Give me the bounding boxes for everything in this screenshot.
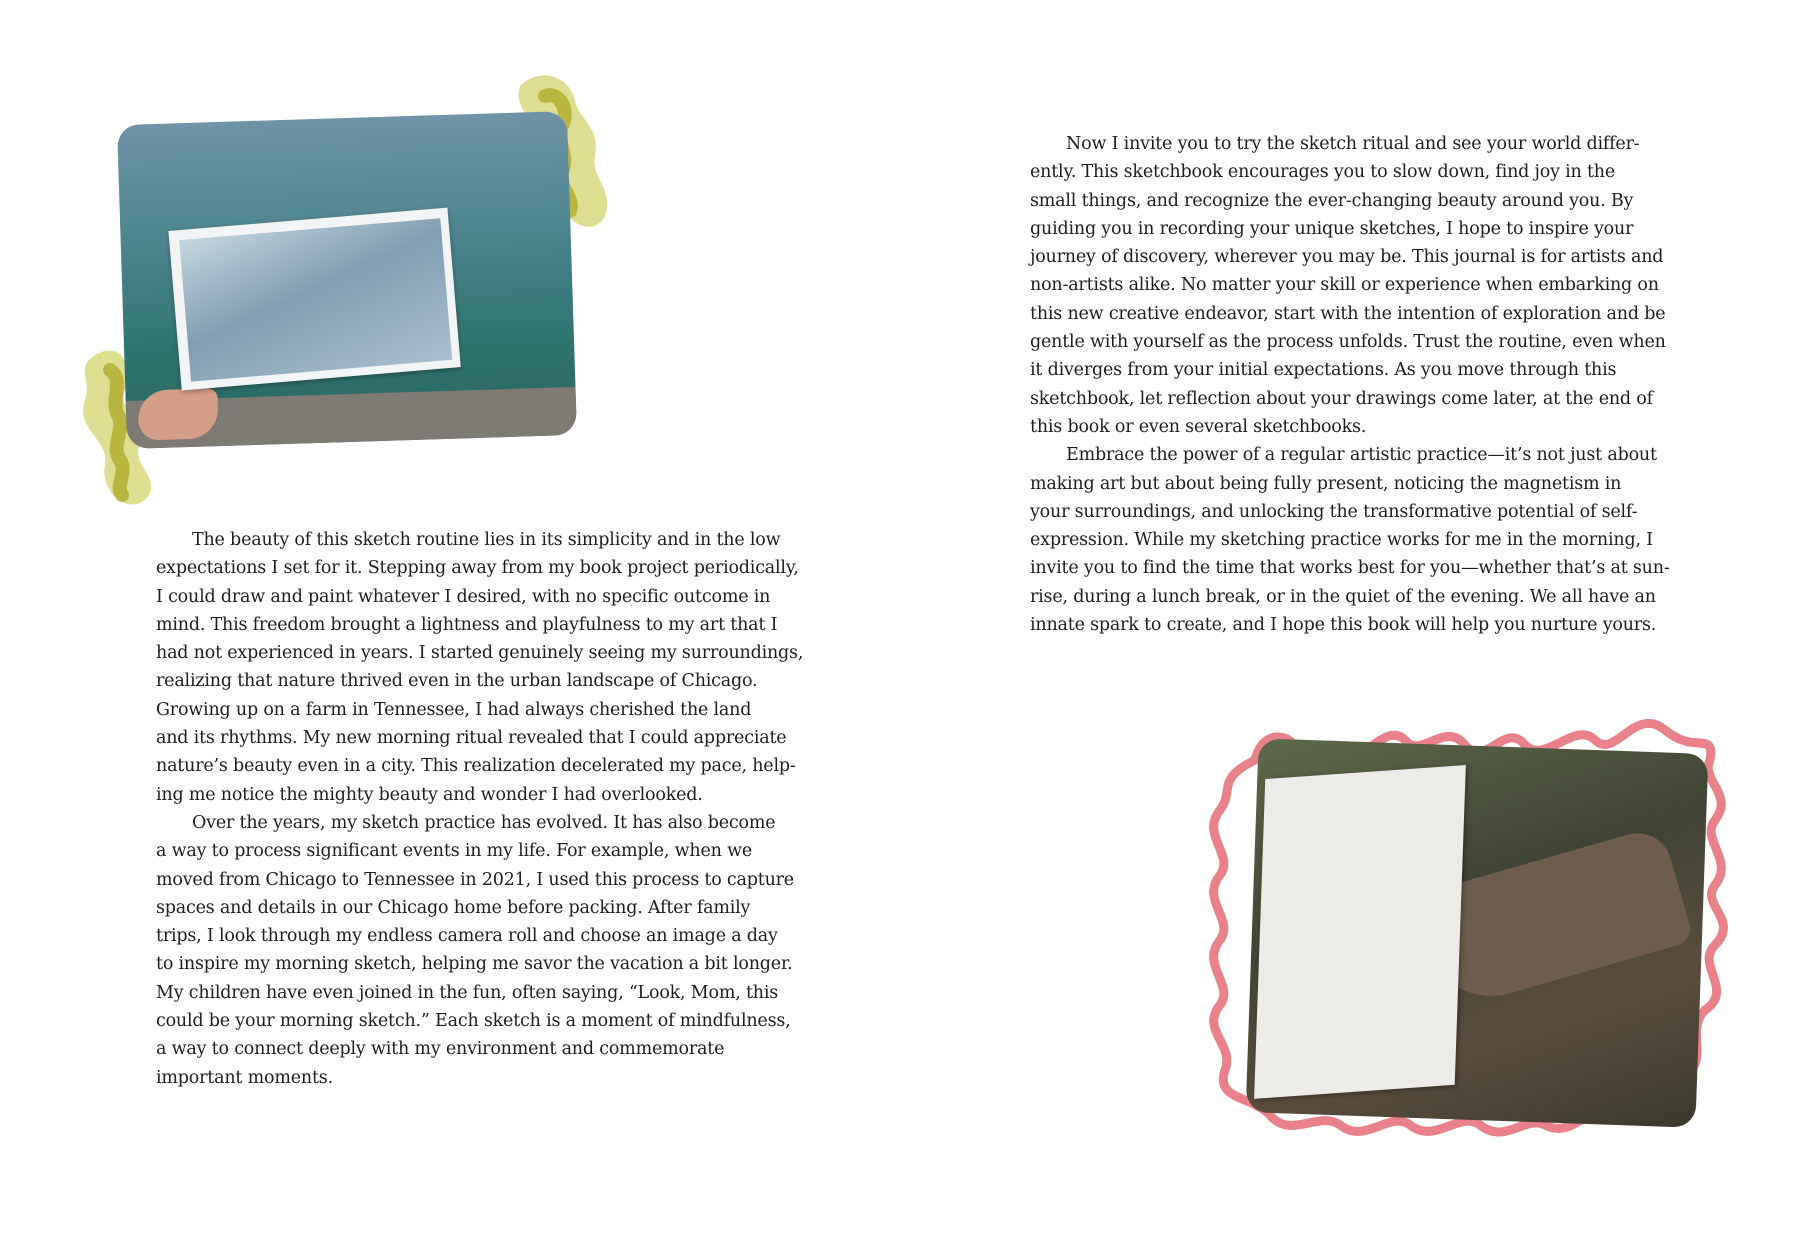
left-page-text (156, 526, 803, 1092)
text-line: it diverges from your initial expectations. As you move through this (1030, 360, 1617, 381)
text-line: journey of discovery, wherever you may be. This journal is for artists and (1030, 247, 1664, 268)
text-line: rise, during a lunch break, or in the quiet of the evening. We all have an (1030, 586, 1656, 607)
water-sketch (179, 218, 452, 381)
text-line: Embrace the power of a regular artistic practice—it’s not just about (1066, 445, 1657, 466)
text-line: moved from Chicago to Tennessee in 2021, I used this process to capture (156, 869, 794, 890)
paragraph (1030, 130, 1670, 441)
text-line: this new creative endeavor, start with the intention of exploration and be (1030, 303, 1666, 324)
text-line: I could draw and paint whatever I desired, with no specific outcome in (156, 586, 771, 607)
paragraph (156, 526, 803, 809)
text-line: sketchbook, let reflection about your drawings come later, at the end of (1030, 388, 1653, 409)
text-line: non-artists alike. No matter your skill or experience when embarking on (1030, 275, 1659, 296)
text-line: to inspire my morning sketch, helping me savor the vacation a bit longer. (156, 954, 793, 975)
text-line: important moments. (156, 1067, 333, 1088)
right-page-text (1030, 130, 1670, 639)
text-line: guiding you in recording your unique sketches, I hope to inspire your (1030, 218, 1634, 239)
text-line: expression. While my sketching practice works for me in the morning, I (1030, 530, 1653, 551)
text-line: Growing up on a farm in Tennessee, I had always cherished the land (156, 699, 752, 720)
text-line: spaces and details in our Chicago home before packing. After family (156, 897, 751, 918)
text-line: gentle with yourself as the process unfolds. Trust the routine, even when (1030, 332, 1666, 353)
text-line: a way to process significant events in my life. For example, when we (156, 841, 753, 862)
text-line: My children have even joined in the fun, often saying, “Look, Mom, this (156, 982, 779, 1003)
text-line: your surroundings, and unlocking the transformative potential of self- (1030, 501, 1638, 522)
text-line: realizing that nature thrived even in the urban landscape of Chicago. (156, 671, 758, 692)
text-line: and its rhythms. My new morning ritual revealed that I could appreciate (156, 728, 787, 749)
text-line: nature’s beauty even in a city. This realization decelerated my pace, help- (156, 756, 796, 777)
paragraph (1030, 441, 1670, 639)
text-line: ently. This sketchbook encourages you to slow down, find joy in the (1030, 162, 1616, 183)
text-line: ing me notice the mighty beauty and wonder I had overlooked. (156, 784, 703, 805)
text-line: invite you to find the time that works best for you—whether that’s at sun- (1030, 558, 1670, 579)
text-line: innate spark to create, and I hope this book will help you nurture yours. (1030, 615, 1657, 636)
text-line: had not experienced in years. I started genuinely seeing my surroundings, (156, 643, 804, 664)
photo-sketchbook-over-lake (117, 111, 577, 449)
text-line: trips, I look through my endless camera roll and choose an image a day (156, 926, 778, 947)
text-line: mind. This freedom brought a lightness and playfulness to my art that I (156, 614, 778, 635)
text-line: this book or even several sketchbooks. (1030, 416, 1367, 437)
text-line: The beauty of this sketch routine lies in its simplicity and in the low (192, 530, 781, 550)
text-line: expectations I set for it. Stepping away from my book project periodically, (156, 558, 799, 579)
text-line: making art but about being fully present, noticing the magnetism in (1030, 473, 1622, 494)
text-line: Now I invite you to try the sketch ritual and see your world differ- (1066, 134, 1640, 154)
text-line: a way to connect deeply with my environment and commemorate (156, 1039, 725, 1060)
photo-sketchbook-with-tree (1246, 738, 1709, 1127)
watercolor-sketch-page (168, 208, 460, 391)
paragraph (156, 809, 803, 1092)
text-line: small things, and recognize the ever-changing beauty around you. By (1030, 190, 1634, 211)
text-line: could be your morning sketch.” Each sketch is a moment of mindfulness, (156, 1011, 791, 1032)
ink-sketch-page (1254, 765, 1466, 1099)
text-line: Over the years, my sketch practice has evolved. It has also become (192, 812, 776, 833)
